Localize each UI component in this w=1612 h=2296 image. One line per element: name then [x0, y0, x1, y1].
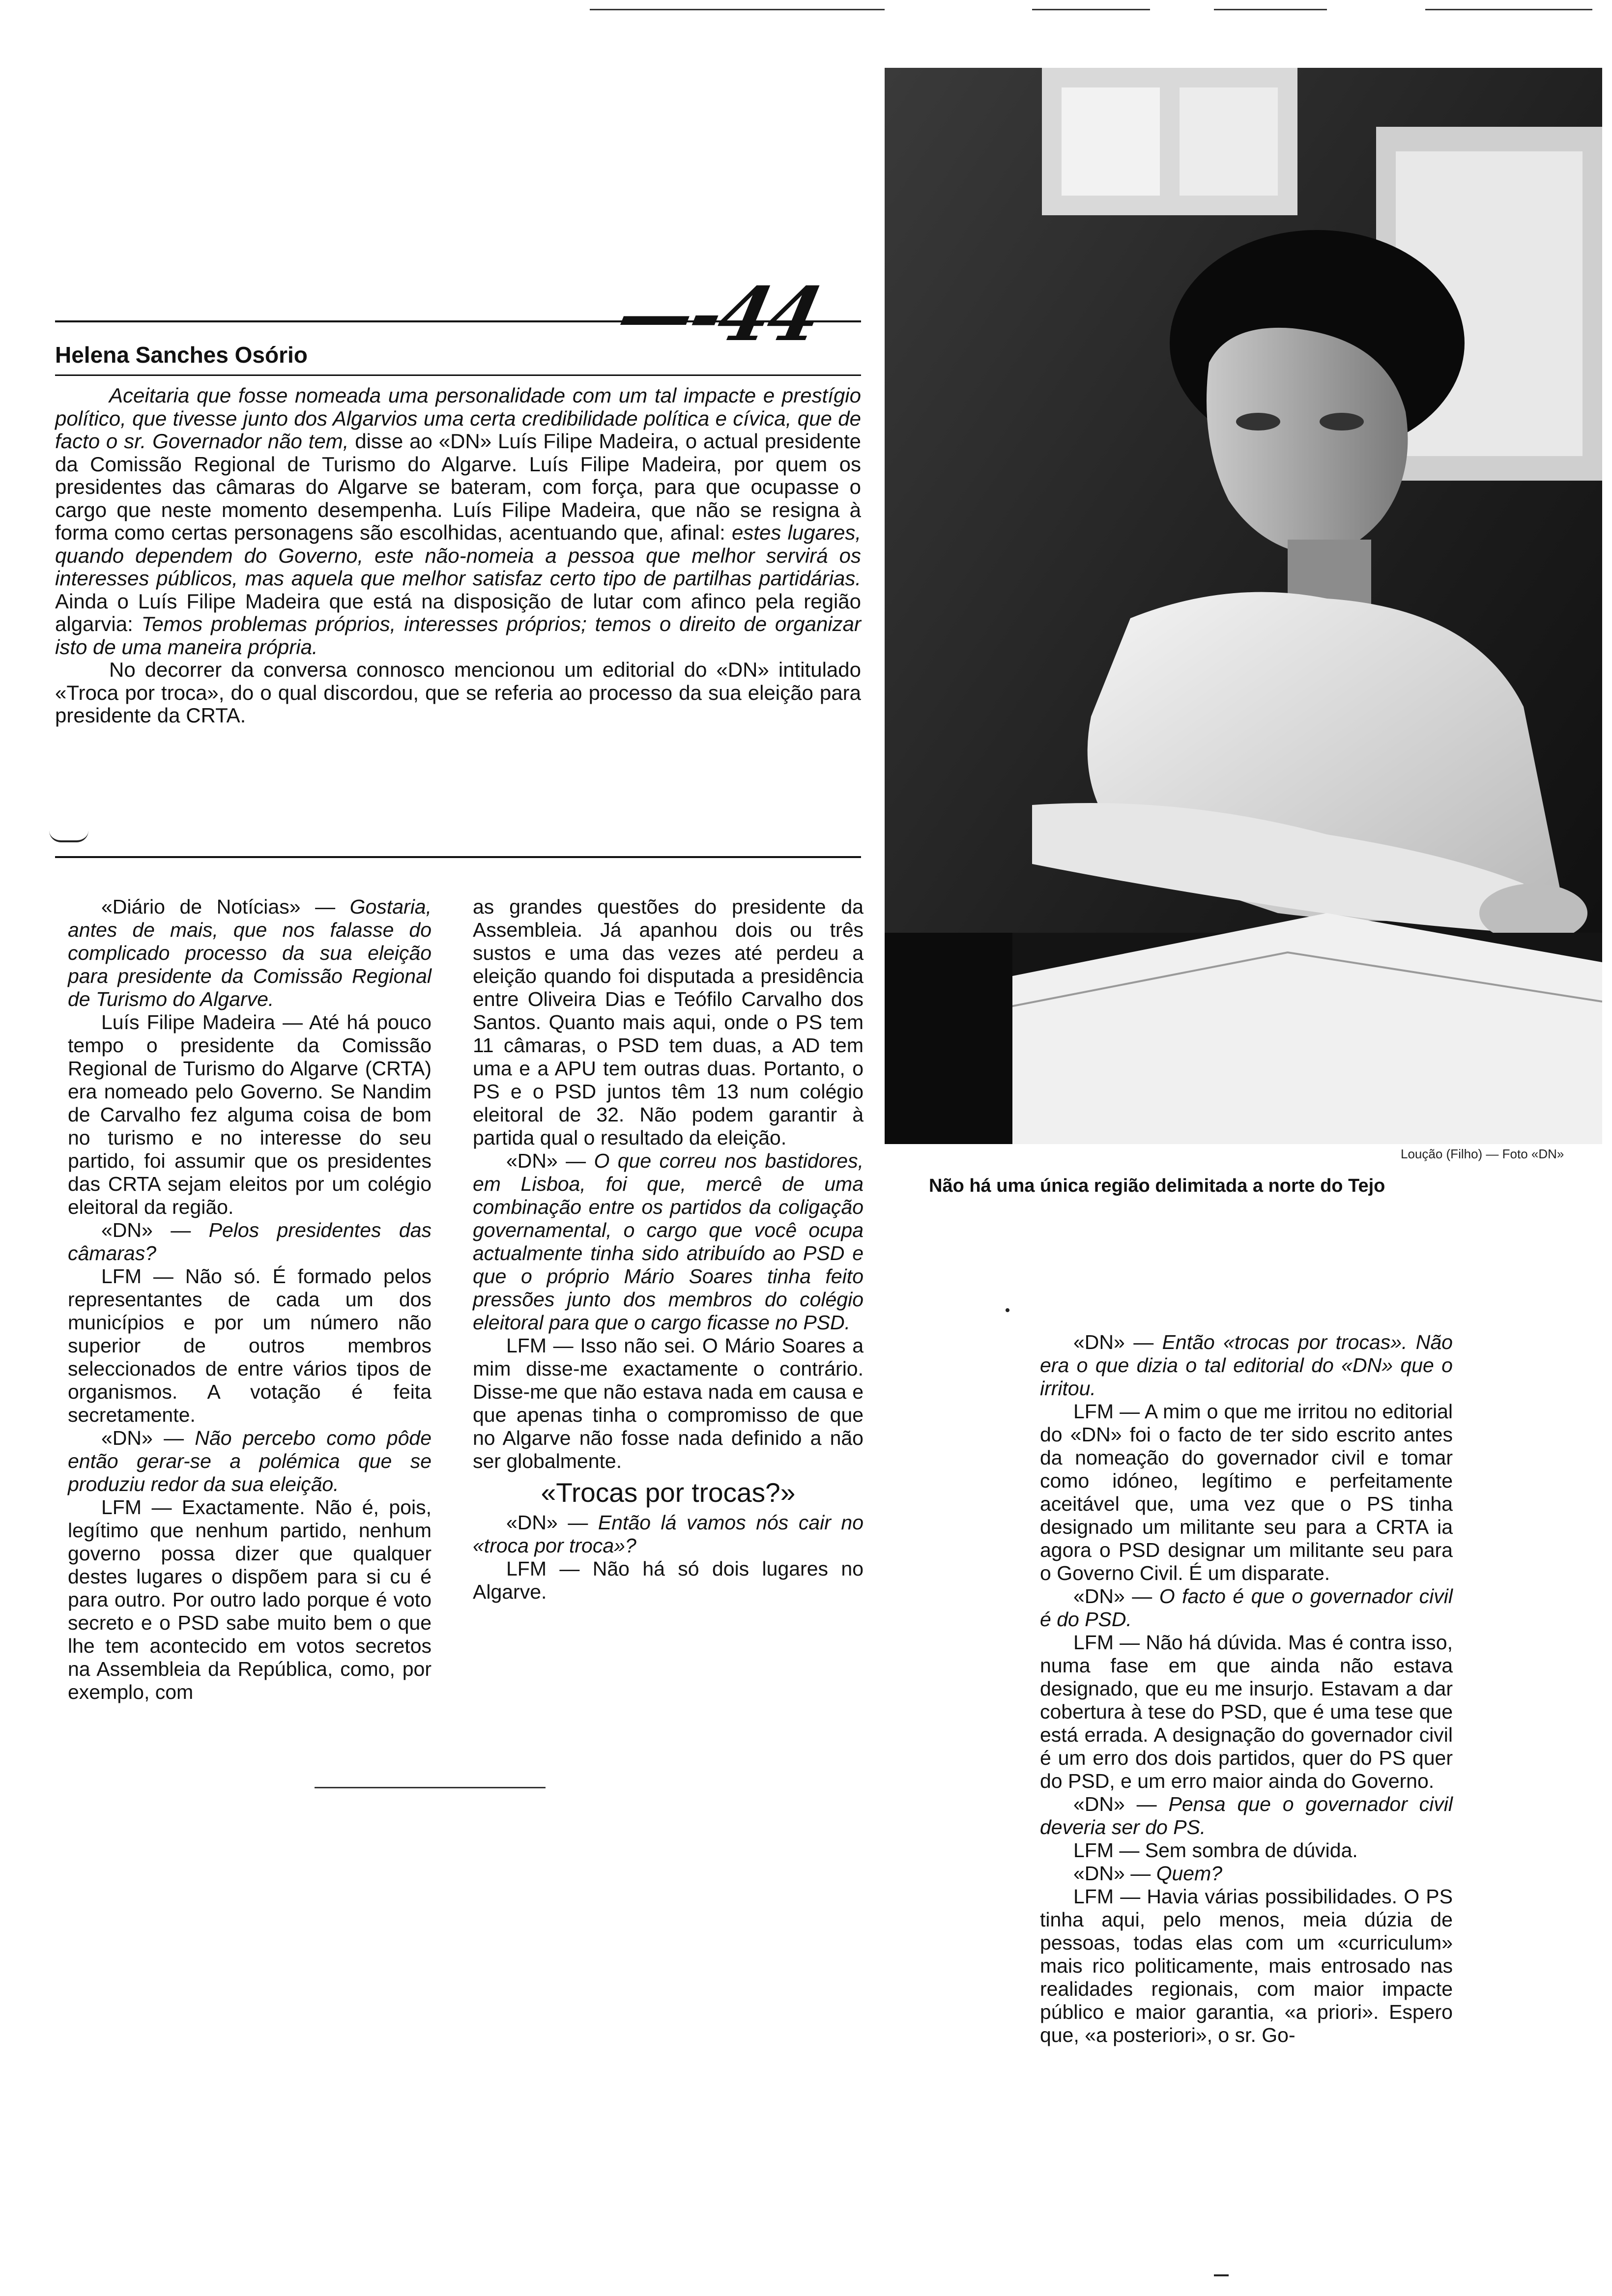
author-byline: Helena Sanches Osório	[55, 342, 308, 368]
photo-caption: Não há uma única região delimitada a norte do Tejo	[929, 1176, 1385, 1196]
answer-paragraph: Luís Filipe Madeira — Até há pouco tempo o presidente da Comissão Regional de Turismo do Algarve (CRTA) era nomeado pelo Governo. Se Nandim de Carvalho fez alguma coisa de bom no turismo e no interesse do seu partido, foi assumir que os presidentes das CRTA sejam eleitos por um colégio eleitoral da região.	[68, 1011, 432, 1218]
subheading: «Trocas por trocas?»	[541, 1477, 796, 1508]
stray-mark	[1006, 1308, 1009, 1312]
answer-paragraph: LFM — Sem sombra de dúvida.	[1073, 1839, 1358, 1862]
question-paragraph: «DN» — Não percebo como pôde então gerar-se a polémica que se produziu redor da sua eleição.	[68, 1427, 432, 1495]
question-paragraph: «DN» — Então lá vamos nós cair no «troca por troca»?	[473, 1511, 864, 1557]
answer-paragraph: LFM — Isso não sei. O Mário Soares a mim disse-me exactamente o contrário. Disse-me que não estava nada em causa e que apenas tinha o compromisso de que no Algarve não fosse nada definido a não ser globalmente.	[473, 1334, 864, 1472]
article-column-2	[473, 895, 864, 1604]
answer-paragraph: as grandes questões do presidente da Assembleia. Já apanhou dois ou três sustos e uma das vezes até perdeu a eleição quando foi disputada a presidência entre Oliveira Dias e Teófilo Carvalho dos Santos. Quanto mais aqui, onde o PS tem 11 câmaras, o PSD tem duas, a AD tem uma e a APU tem outras duas. Portanto, o PS e o PSD juntos têm 13 num colégio eleitoral de 32. Não podem garantir à partida qual o resultado da eleição.	[473, 895, 864, 1149]
photo-illustration	[885, 68, 1602, 1144]
column-end-rule	[315, 1787, 546, 1788]
lead-paragraph: No decorrer da conversa connosco mencionou um editorial do «DN» intitulado «Troca por troca», do o qual discordou, que se referia ao processo da sua eleição para presidente da CRTA.	[55, 658, 861, 727]
answer-paragraph: LFM — Havia várias possibilidades. O PS tinha aqui, pelo menos, meia dúzia de pessoas, todas elas com um «curriculum» mais rico politicamente, mais entrosado nas realidades regionais, com maior impacte público e maior garantia, «a priori». Espero que, «a posteriori», o sr. Go-	[1040, 1885, 1453, 2046]
top-rule	[1214, 9, 1327, 10]
article-column-3	[1040, 1331, 1453, 2047]
lead-bottom-rule	[55, 856, 861, 858]
top-rule	[1425, 9, 1592, 10]
interview-photo	[885, 68, 1602, 1144]
question-paragraph: «DN» — Quem?	[1073, 1862, 1223, 1885]
question-paragraph: «DN» — Então «trocas por trocas». Não era o que dizia o tal editorial do «DN» que o irritou.	[1040, 1331, 1453, 1400]
lead-paragraph: Aceitaria que fosse nomeada uma personalidade com um tal impacte e prestígio político, que tivesse junto dos Algarvios uma certa credibilidade política e cívica, que de facto o sr. Governador não tem, disse ao «DN» Luís Filipe Madeira, o actual presidente da Comissão Regional de Turismo do Algarve. Luís Filipe Madeira, por quem os presidentes das câmaras do Algarve se bateram, com força, para que ocupasse o cargo que neste momento desempenha. Luís Filipe Madeira, que não se resigna à forma como certas personagens são escolhidas, acentuando que, afinal: estes lugares, quando dependem do Governo, este não-nomeia a pessoa que melhor servirá os interesses públicos, mas aquela que melhor satisfaz certo tipo de partilhas partidárias. Ainda o Luís Filipe Madeira que está na disposição de lutar com afinco pela região algarvia: Temos problemas próprios, interesses próprios; temos o direito de organizar isto de uma maneira própria.	[55, 384, 861, 659]
lead-text	[55, 384, 861, 727]
question-paragraph: «DN» — O que correu nos bastidores, em Lisboa, foi que, mercê de uma combinação entre os partidos da coligação governamental, o cargo que você ocupa actualmente tinha sido atribuído ao PSD e que o próprio Mário Soares tinha feito pressões junto dos membros do colégio eleitoral para que o cargo ficasse no PSD.	[473, 1149, 864, 1334]
handwritten-tick-mark	[49, 831, 88, 842]
question-paragraph: «DN» — Pensa que o governador civil deveria ser do PS.	[1040, 1793, 1453, 1838]
question-paragraph: «DN» — Pelos presidentes das câmaras?	[68, 1219, 432, 1264]
top-rule	[1032, 9, 1150, 10]
answer-paragraph: LFM — Não há dúvida. Mas é contra isso, numa fase em que ainda não estava designado, que eu me insurjo. Estavam a dar cobertura à tese do PSD, que é uma tese que está errada. A designação do governador civil é um erro dos dois partidos, quer do PS quer do PSD, e um erro maior ainda do Governo.	[1040, 1631, 1453, 1792]
article-column-1	[68, 895, 432, 1704]
stray-mark	[1214, 2274, 1229, 2276]
answer-paragraph: LFM — Não só. É formado pelos representantes de cada um dos municípios e por um número não superior de outros membros seleccionados de entre vários tipos de organismos. A votação é feita secretamente.	[68, 1265, 432, 1426]
answer-paragraph: LFM — Não há só dois lugares no Algarve.	[473, 1557, 864, 1603]
question-paragraph: «Diário de Notícias» — Gostaria, antes de mais, que nos falasse do complicado processo da sua eleição para presidente da Comissão Regional de Turismo do Algarve.	[68, 895, 432, 1010]
author-underline	[55, 374, 861, 376]
top-rule	[590, 9, 885, 10]
photo-credit: Loução (Filho) — Foto «DN»	[1401, 1147, 1564, 1161]
handwritten-page-mark: —-44	[610, 271, 828, 358]
answer-paragraph: LFM — A mim o que me irritou no editorial do «DN» foi o facto de ter sido escrito antes da nomeação do governador civil e tomar como idóneo, legítimo e perfeitamente aceitável que, uma vez que o PS tinha designado um militante seu para a CRTA ia agora o PSD designar um militante seu para o Governo Civil. É um disparate.	[1040, 1400, 1453, 1584]
question-paragraph: «DN» — O facto é que o governador civil é do PSD.	[1040, 1585, 1453, 1631]
answer-paragraph: LFM — Exactamente. Não é, pois, legítimo que nenhum partido, nenhum governo possa dizer que qualquer destes lugares o dispõem para si cu é para outro. Por outro lado porque é voto secreto e o PSD sabe muito bem o que lhe tem acontecido em votos secretos na Assembleia da República, como, por exemplo, com	[68, 1496, 432, 1703]
